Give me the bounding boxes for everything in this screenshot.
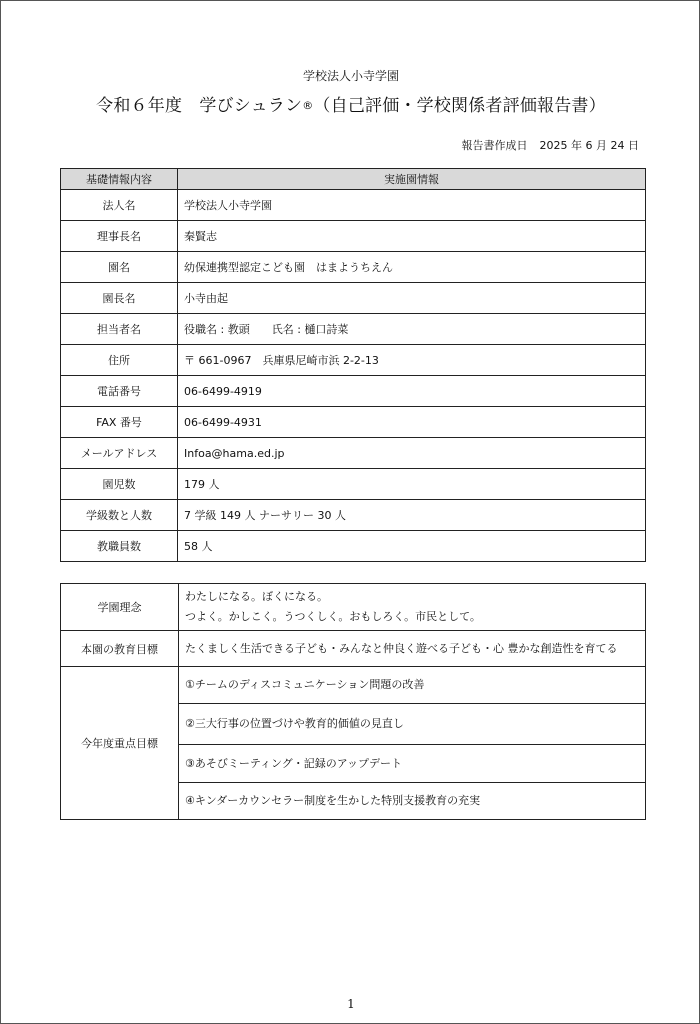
title-main: 令和６年度 学びシュラン — [96, 96, 303, 116]
row-label: 住所 — [61, 345, 178, 376]
table-row — [61, 469, 646, 500]
priority-item: ③あそびミーティング・記録のアップデート — [179, 745, 646, 783]
row-label: FAX 番号 — [61, 407, 178, 438]
title-subtitle: （自己評価・学校関係者評価報告書） — [313, 96, 606, 116]
row-value: 役職名 : 教頭 氏名 : 樋口詩菜 — [178, 314, 646, 345]
philosophy-value — [179, 584, 646, 631]
row-value: 06-6499-4931 — [178, 407, 646, 438]
row-label: 園長名 — [61, 283, 178, 314]
philosophy-line: つよく。かしこく。うつくしく。おもしろく。市民として。 — [185, 610, 481, 623]
priority-row — [61, 667, 646, 704]
row-label: 教職員数 — [61, 531, 178, 562]
table-row — [61, 500, 646, 531]
philosophy-row — [61, 584, 646, 631]
row-value: 58 人 — [178, 531, 646, 562]
basic-info-table — [60, 168, 646, 562]
basic-info-header-row — [61, 169, 646, 190]
table-row — [61, 190, 646, 221]
row-label: 理事長名 — [61, 221, 178, 252]
row-value: 〒 661-0967 兵庫県尼崎市浜 2-2-13 — [178, 345, 646, 376]
row-label: 法人名 — [61, 190, 178, 221]
report-date-label: 報告書作成日 — [461, 139, 528, 152]
philosophy-line: わたしになる。ぼくになる。 — [185, 590, 328, 603]
education-goal-row — [61, 631, 646, 667]
row-value: 学校法人小寺学園 — [178, 190, 646, 221]
philosophy-label: 学園理念 — [61, 584, 179, 631]
row-value: 秦賢志 — [178, 221, 646, 252]
row-value: 幼保連携型認定こども園 はまようちえん — [178, 252, 646, 283]
table-row — [61, 221, 646, 252]
table-row — [61, 531, 646, 562]
table-row — [61, 314, 646, 345]
registered-mark: ® — [302, 99, 314, 112]
table-row — [61, 283, 646, 314]
row-value: Infoa@hama.ed.jp — [178, 438, 646, 469]
table-row — [61, 438, 646, 469]
row-label: メールアドレス — [61, 438, 178, 469]
goals-table — [60, 583, 646, 820]
table-row — [61, 407, 646, 438]
report-date-value: 2025 年 6 月 24 日 — [539, 139, 639, 152]
document-title — [1, 91, 700, 116]
row-value: 小寺由起 — [178, 283, 646, 314]
organization-name: 学校法人小寺学園 — [302, 69, 399, 83]
row-value: 06-6499-4919 — [178, 376, 646, 407]
table-row — [61, 345, 646, 376]
education-goal-value: たくましく生活できる子ども・みんなと仲良く遊べる子ども・心 豊かな創造性を育てる — [179, 631, 646, 667]
page-number: 1 — [347, 997, 355, 1011]
priority-item: ②三大行事の位置づけや教育的価値の見直し — [179, 704, 646, 745]
priority-item: ④キンダーカウンセラー制度を生かした特別支援教育の充実 — [179, 783, 646, 820]
row-label: 園児数 — [61, 469, 178, 500]
row-value: 179 人 — [178, 469, 646, 500]
row-label: 電話番号 — [61, 376, 178, 407]
priority-item: ①チームのディスコミュニケーション問題の改善 — [179, 667, 646, 704]
table-row — [61, 376, 646, 407]
basic-info-header-value: 実施園情報 — [178, 169, 646, 190]
row-label: 担当者名 — [61, 314, 178, 345]
row-label: 園名 — [61, 252, 178, 283]
basic-info-header-label: 基礎情報内容 — [61, 169, 178, 190]
table-row — [61, 252, 646, 283]
priority-label: 今年度重点目標 — [61, 667, 179, 820]
row-value: 7 学級 149 人 ナーサリー 30 人 — [178, 500, 646, 531]
report-date — [462, 137, 639, 153]
row-label: 学級数と人数 — [61, 500, 178, 531]
education-goal-label: 本園の教育目標 — [61, 631, 179, 667]
